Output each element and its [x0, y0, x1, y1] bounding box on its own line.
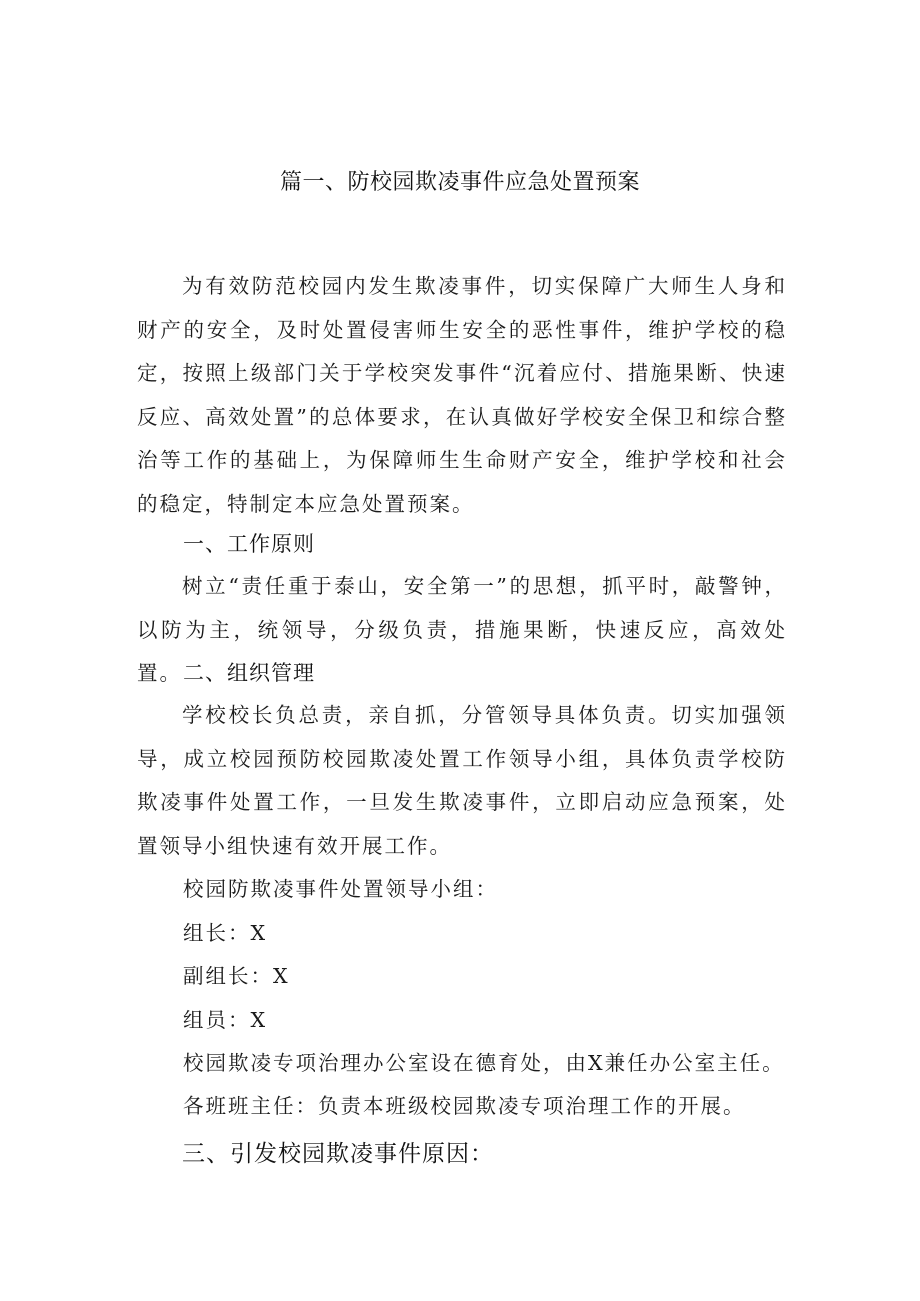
- deputy-leader-line: 副组长：X: [183, 964, 290, 988]
- section-1-body: 树立“责任重于泰山，安全第一”的思想，抓平时，敲警钟，以防为主，统领导，分级负责，措施果断，快速反应，高效处置。: [137, 574, 787, 685]
- document-title: 篇一、防校园欺凌事件应急处置预案: [279, 170, 640, 195]
- section-2-heading: 二、组织管理: [183, 661, 315, 685]
- section-2-body: 学校校长负总责，亲自抓，分管领导具体负责。切实加强领导，成立校园预防校园欺凌处置工作领导小组，具体负责学校防欺凌事件处置工作，一旦发生欺凌事件，立即启动应急预案，处置领导小组快速有效开展工作。: [137, 703, 787, 858]
- section-1-heading: 一、工作原则: [183, 532, 315, 556]
- intro-paragraph: 为有效防范校园内发生欺凌事件，切实保障广大师生人身和财产的安全，及时处置侵害师生安全的恶性事件，维护学校的稳定，按照上级部门关于学校突发事件“沉着应付、措施果断、快速反应、高效处置”的总体要求，在认真做好学校安全保卫和综合整治等工作的基础上，为保障师生生命财产安全，维护学校和社会的稳定，特制定本应急处置预案。: [137, 274, 787, 516]
- class-teachers-line: 各班班主任：负责本班级校园欺凌专项治理工作的开展。: [183, 1094, 746, 1118]
- section-3-heading: 三、引发校园欺凌事件原因：: [182, 1141, 494, 1167]
- leadership-group-title: 校园防欺凌事件处置领导小组：: [183, 877, 498, 901]
- group-leader-line: 组长：X: [183, 921, 268, 945]
- group-members-line: 组员：X: [183, 1008, 268, 1032]
- office-line: 校园欺凌专项治理办公室设在德育处，由X兼任办公室主任。: [183, 1051, 785, 1075]
